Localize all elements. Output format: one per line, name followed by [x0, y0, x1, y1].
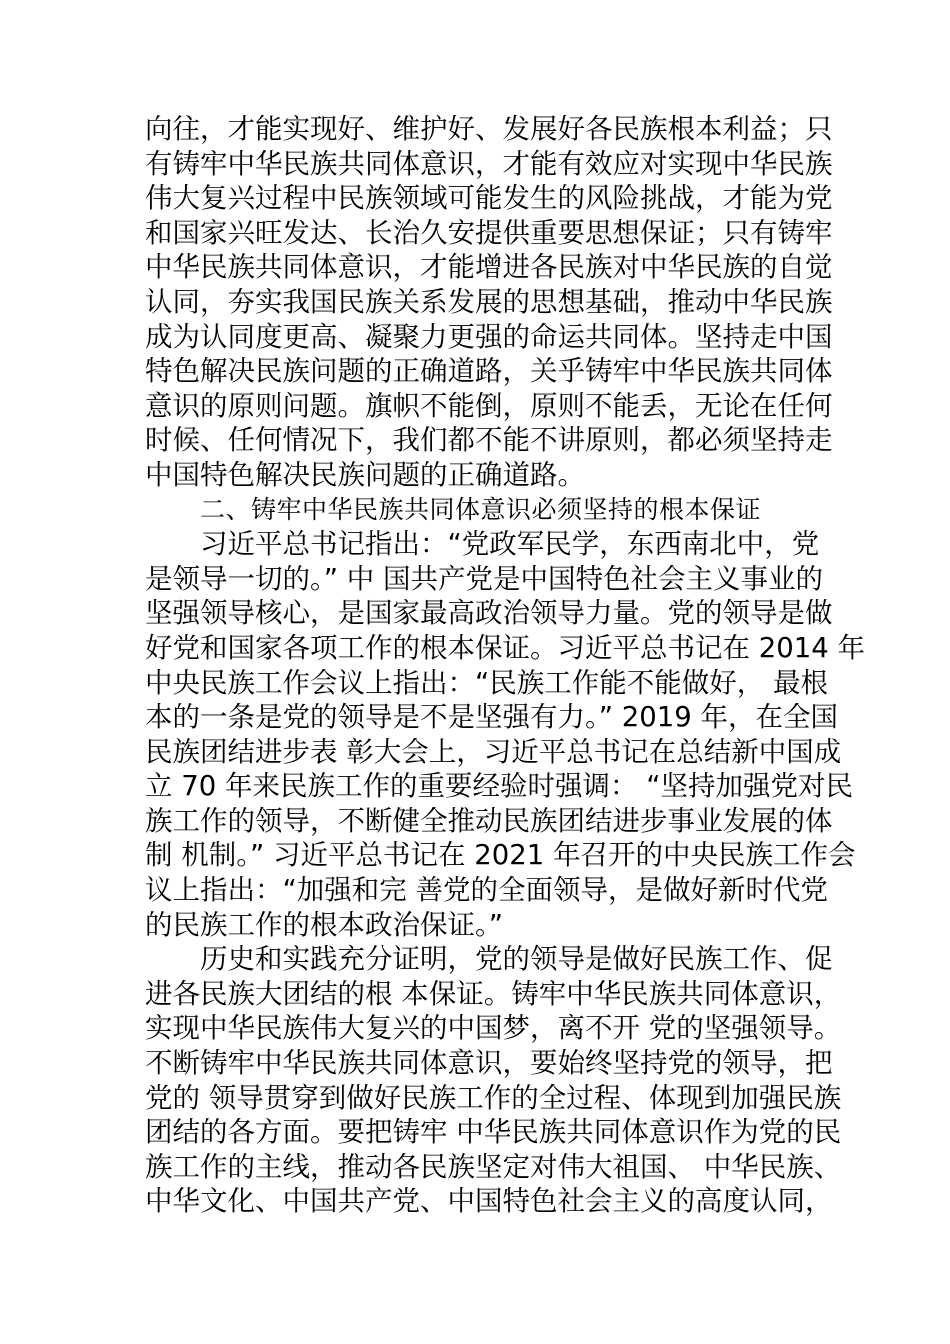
text-line: 坚强领导核心，是国家最高政治领导力量。党的领导是做 [145, 597, 833, 630]
text-line: 是领导一切的。” 中 国共产党是中国特色社会主义事业的 [145, 562, 823, 595]
text-line: 党的 领导贯穿到做好民族工作的全过程、体现到加强民族 [145, 1081, 842, 1114]
text-line: 民族团结进步表 彰大会上，习近平总书记在总结新中国成 [145, 735, 842, 768]
section-heading: 二、铸牢中华民族共同体意识必须坚持的根本保证 [200, 494, 762, 524]
text-line: 议上指出：“加强和完 善党的全面领导，是做好新时代党 [145, 874, 828, 907]
text-line: 伟大复兴过程中民族领域可能发生的风险挑战，才能为党 [145, 182, 833, 215]
text-line: 中央民族工作会议上指出：“民族工作能不能做好， 最根 [145, 666, 828, 699]
body-text [145, 112, 865, 1219]
text-line: 实现中华民族伟大复兴的中国梦，离不开 党的坚强领导。 [145, 1012, 842, 1045]
text-line: 制 机制。” 习近平总书记在 2021 年召开的中央民族工作会 [145, 839, 856, 872]
text-line: 中华文化、中国共产党、中国特色社会主义的高度认同， [145, 1185, 833, 1218]
text-line: 团结的各方面。要把铸牢 中华民族共同体意识作为党的民 [145, 1116, 842, 1149]
text-line: 向往，才能实现好、维护好、发展好各民族根本利益；只 [145, 113, 833, 145]
paragraph-first-line: 历史和实践充分证明，党的领导是做好民族工作、促 [200, 943, 833, 976]
text-line: 认同，夯实我国民族关系发展的思想基础，推动中华民族 [145, 285, 833, 318]
text-line: 特色解决民族问题的正确道路，关乎铸牢中华民族共同体 [145, 355, 833, 388]
paragraph-first-line: 习近平总书记指出：“党政军民学，东西南北中，党 [200, 528, 820, 561]
text-line: 有铸牢中华民族共同体意识，才能有效应对实现中华民族 [145, 147, 833, 180]
text-line: 立 70 年来民族工作的重要经验时强调： “坚持加强党对民 [145, 770, 853, 803]
text-line: 进各民族大团结的根 本保证。铸牢中华民族共同体意识， [145, 977, 842, 1010]
text-line: 族工作的领导，不断健全推动民族团结进步事业发展的体 [145, 804, 833, 837]
text-line: 意识的原则问题。旗帜不能倒，原则不能丢，无论在任何 [145, 389, 833, 422]
paragraph-end-line: 中国特色解决民族问题的正确道路。 [145, 458, 585, 491]
text-line: 好党和国家各项工作的根本保证。习近平总书记在 2014 年 [145, 631, 865, 664]
text-line: 和国家兴旺发达、长治久安提供重要思想保证；只有铸牢 [145, 216, 833, 249]
text-line: 时候、任何情况下，我们都不能不讲原则，都必须坚持走 [145, 424, 833, 457]
text-line: 族工作的主线，推动各民族坚定对伟大祖国、 中华民族、 [145, 1150, 842, 1183]
text-line: 不断铸牢中华民族共同体意识，要始终坚持党的领导，把 [145, 1047, 833, 1080]
text-line: 中华民族共同体意识，才能增进各民族对中华民族的自觉 [145, 251, 833, 284]
text-line: 成为认同度更高、凝聚力更强的命运共同体。坚持走中国 [145, 320, 833, 353]
paragraph-end-line: 的民族工作的根本政治保证。” [145, 908, 503, 941]
text-line: 本的一条是党的领导是不是坚强有力。” 2019 年，在全国 [145, 701, 838, 734]
